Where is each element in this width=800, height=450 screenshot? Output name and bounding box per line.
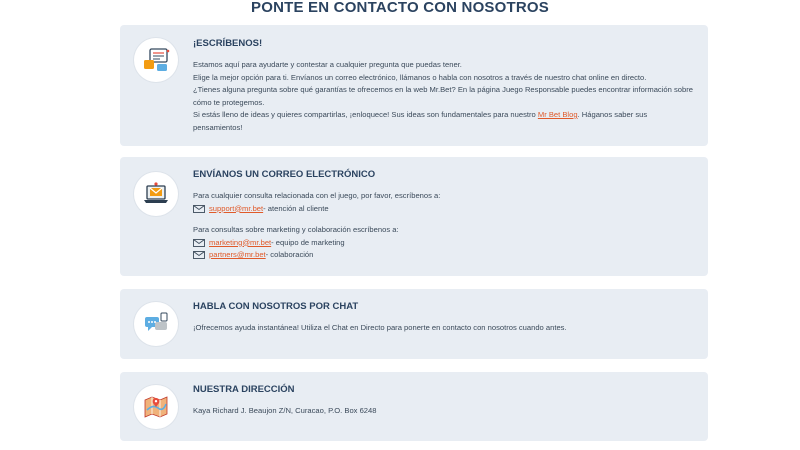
ideas-text: Si estás lleno de ideas y quieres compartirlas, ¡enloquece! Sus ideas son fundamentales para nuestro (193, 110, 538, 119)
write-us-ideas (193, 109, 694, 134)
address-card (120, 372, 708, 441)
marketing-intro: Para consultas sobre marketing y colaboración escríbenos a: (193, 225, 399, 234)
partners-email-desc: - colaboración (265, 250, 314, 259)
email-text (193, 190, 694, 262)
chat-bubbles-icon (134, 38, 178, 82)
email-card (120, 157, 708, 276)
partners-email-row (193, 249, 694, 262)
support-email-desc: - atención al cliente (263, 203, 329, 213)
write-us-line: Estamos aquí para ayudarte y contestar a cualquier pregunta que puedas tener. (193, 60, 462, 69)
support-email-row (193, 203, 694, 216)
envelope-icon (193, 251, 205, 259)
email-title: ENVÍANOS UN CORREO ELECTRÓNICO (193, 169, 376, 180)
marketing-email-desc: - equipo de marketing (271, 237, 345, 247)
chat-text: ¡Ofrecemos ayuda instantánea! Utiliza el Chat en Directo para ponerte en contacto con nosotros cuando antes. (193, 323, 567, 332)
chat-title: HABLA CON NOSOTROS POR CHAT (193, 301, 359, 312)
partners-email-link[interactable]: partners@mr.bet (209, 250, 266, 259)
write-us-text (193, 59, 694, 134)
write-us-line: ¿Tienes alguna pregunta sobre qué garantías te ofrecemos en la web Mr.Bet? En la página Juego Responsable puedes encontrar información sobre cómo te protegemos. (193, 85, 693, 107)
chat-card (120, 289, 708, 359)
support-email-link[interactable]: support@mr.bet (209, 203, 264, 213)
address-title: NUESTRA DIRECCIÓN (193, 384, 295, 395)
support-intro: Para cualquier consulta relacionada con el juego, por favor, escríbenos a: (193, 191, 441, 200)
marketing-email-row (193, 237, 694, 250)
marketing-email-link[interactable]: marketing@mr.bet (209, 237, 272, 247)
blog-link[interactable]: Mr Bet Blog (537, 110, 578, 119)
page-title: PONTE EN CONTACTO CON NOSOTROS (251, 0, 549, 16)
live-chat-icon[interactable] (134, 302, 178, 346)
write-us-card (120, 25, 708, 146)
laptop-mail-icon (134, 172, 178, 216)
envelope-icon (193, 239, 205, 247)
write-us-title: ¡ESCRÍBENOS! (193, 38, 263, 49)
write-us-line: Elige la mejor opción para ti. Envíanos un correo electrónico, llámanos o habla con nosotros a través de nuestro chat online en directo. (193, 72, 647, 82)
ideas-text-end: . Háganos saber sus pensamientos! (193, 110, 648, 132)
address-text: Kaya Richard J. Beaujon Z/N, Curacao, P.O. Box 6248 (193, 406, 377, 415)
map-icon (134, 385, 178, 429)
envelope-icon (193, 205, 205, 213)
